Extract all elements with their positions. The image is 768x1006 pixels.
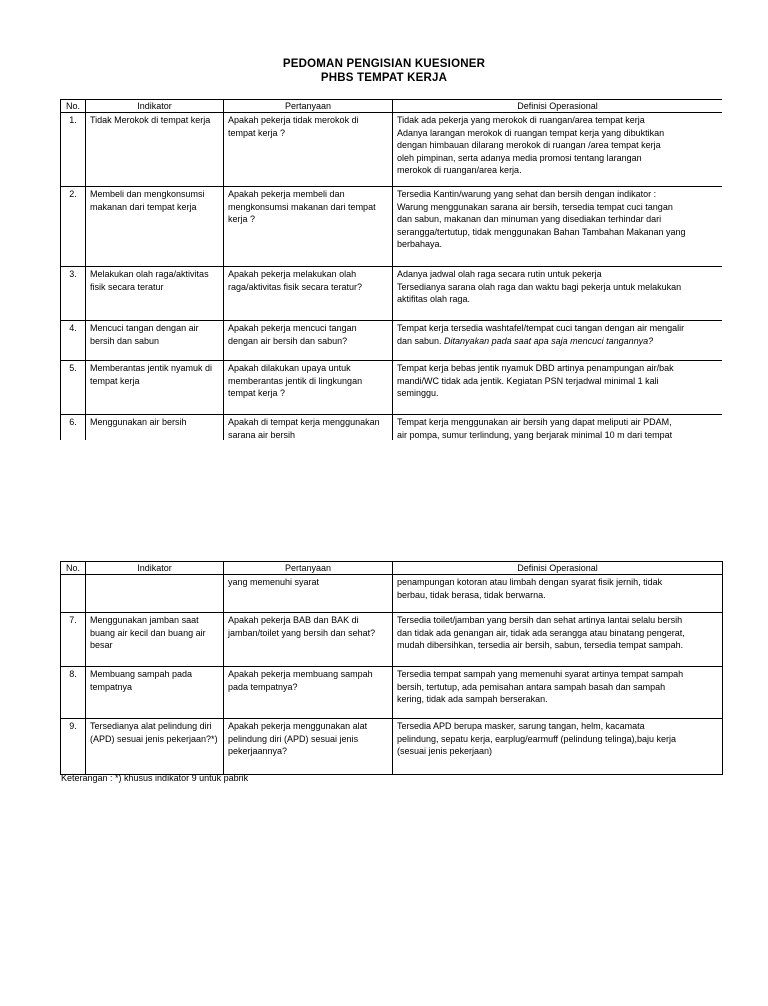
row-pertanyaan: Apakah pekerja mencuci tangan dengan air bersih dan sabun? xyxy=(224,321,393,361)
row-definisi xyxy=(393,361,723,415)
definisi-line: dengan himbauan dilarang merokok di ruangan /area tempat kerja xyxy=(397,140,661,151)
row-no xyxy=(61,575,86,613)
definisi-line: bersih, tertutup, ada pemisahan antara sampah basah dan sampah xyxy=(397,681,666,692)
row-indikator: Menggunakan air bersih xyxy=(86,415,224,441)
document-subtitle: PHBS TEMPAT KERJA xyxy=(320,72,448,84)
definisi-line: Tersedianya sarana olah raga dan waktu bagi pekerja untuk melakukan xyxy=(397,281,682,292)
row-definisi xyxy=(393,667,723,719)
row-no: 5. xyxy=(61,361,86,415)
row-no: 7. xyxy=(61,613,86,667)
header-indikator: Indikator xyxy=(86,100,224,113)
row-pertanyaan: Apakah pekerja BAB dan BAK di jamban/toilet yang bersih dan sehat? xyxy=(224,613,393,667)
table-row xyxy=(61,667,723,719)
row-indikator: Mencuci tangan dengan air bersih dan sabun xyxy=(86,321,224,361)
definisi-line: dan sabun, makanan dan minuman yang disediakan terhindar dari xyxy=(397,214,662,225)
table-row xyxy=(61,267,723,321)
definisi-line: merokok di ruangan/area kerja. xyxy=(397,165,522,176)
table-header-row xyxy=(61,100,723,113)
row-definisi xyxy=(393,575,723,613)
header-pertanyaan: Pertanyaan xyxy=(224,100,393,113)
table-row xyxy=(61,113,723,187)
definisi-line: Tersedia APD berupa masker, sarung tangan, helm, kacamata xyxy=(397,721,645,731)
kuesioner-table-page2 xyxy=(60,561,723,775)
definisi-line: Tersedia toilet/jamban yang bersih dan sehat artinya lantai selalu bersih xyxy=(397,615,683,625)
definisi-line: aktifitas olah raga. xyxy=(397,294,471,305)
row-definisi xyxy=(393,613,723,667)
definisi-line: Adanya jadwal olah raga secara rutin untuk pekerja xyxy=(397,269,602,279)
table-row xyxy=(61,361,723,415)
document-title: PEDOMAN PENGISIAN KUESIONER xyxy=(282,58,486,70)
definisi-line: Warung menggunakan sarana air bersih, tersedia tempat cuci tangan xyxy=(397,201,673,212)
row-no: 6. xyxy=(61,415,86,441)
row-indikator: Membeli dan mengkonsumsi makanan dari tempat kerja xyxy=(86,187,224,267)
kuesioner-table-page1 xyxy=(60,99,722,440)
footnote: Keterangan : *) khusus indikator 9 untuk pabrik xyxy=(61,773,249,783)
row-definisi xyxy=(393,113,723,187)
definisi-line: penampungan kotoran atau limbah dengan syarat fisik jernih, tidak xyxy=(397,577,663,587)
header-definisi: Definisi Operasional xyxy=(393,100,723,113)
row-no: 2. xyxy=(61,187,86,267)
page1-table-clip xyxy=(60,99,722,440)
table-row xyxy=(61,415,723,441)
row-pertanyaan: Apakah pekerja menggunakan alat pelindung diri (APD) sesuai jenis pekerjaannya? xyxy=(224,719,393,775)
definisi-italic-note: Ditanyakan pada saat apa saja mencuci tangannya? xyxy=(444,335,654,346)
header-pertanyaan: Pertanyaan xyxy=(224,562,393,575)
definisi-line: Tempat kerja tersedia washtafel/tempat cuci tangan dengan air mengalir xyxy=(397,323,685,333)
row-indikator: Melakukan olah raga/aktivitas fisik secara teratur xyxy=(86,267,224,321)
row-no: 3. xyxy=(61,267,86,321)
row-pertanyaan: Apakah pekerja membuang sampah pada tempatnya? xyxy=(224,667,393,719)
row-pertanyaan: Apakah di tempat kerja menggunakan sarana air bersih xyxy=(224,415,393,441)
definisi-line xyxy=(397,335,718,348)
definisi-line: Tidak ada pekerja yang merokok di ruangan/area tempat kerja xyxy=(397,115,645,125)
row-definisi xyxy=(393,187,723,267)
row-pertanyaan: Apakah pekerja membeli dan mengkonsumsi makanan dari tempat kerja ? xyxy=(224,187,393,267)
definisi-line: Tersedia Kantin/warung yang sehat dan bersih dengan indikator : xyxy=(397,189,657,199)
row-pertanyaan: yang memenuhi syarat xyxy=(224,575,393,613)
header-definisi: Definisi Operasional xyxy=(393,562,723,575)
row-no: 8. xyxy=(61,667,86,719)
definisi-line: (sesuai jenis pekerjaan) xyxy=(397,746,493,757)
header-indikator: Indikator xyxy=(86,562,224,575)
row-definisi xyxy=(393,321,723,361)
header-no: No. xyxy=(61,100,86,113)
table-row xyxy=(61,719,723,775)
definisi-line: berbahaya. xyxy=(397,239,443,250)
row-pertanyaan: Apakah pekerja tidak merokok di tempat kerja ? xyxy=(224,113,393,187)
definisi-line: pelindung, sepatu kerja, earplug/earmuff (pelindung telinga),baju kerja xyxy=(397,733,677,744)
definisi-line: serangga/tertutup, tidak menggunakan Bahan Tambahan Makanan yang xyxy=(397,226,686,237)
row-no: 1. xyxy=(61,113,86,187)
definisi-line: mudah dibersihkan, tersedia air bersih, sabun, tersedia tempat sampah. xyxy=(397,640,684,651)
row-indikator: Memberantas jentik nyamuk di tempat kerja xyxy=(86,361,224,415)
row-no: 9. xyxy=(61,719,86,775)
definisi-line: berbau, tidak berasa, tidak berwarna. xyxy=(397,589,546,600)
definisi-line: Tempat kerja menggunakan air bersih yang dapat meliputi air PDAM, xyxy=(397,417,672,427)
row-pertanyaan: Apakah dilakukan upaya untuk memberantas jentik di lingkungan tempat kerja ? xyxy=(224,361,393,415)
definisi-line: air pompa, sumur terlindung, yang berjarak minimal 10 m dari tempat xyxy=(397,429,673,440)
row-definisi xyxy=(393,267,723,321)
row-definisi xyxy=(393,415,723,441)
table-row xyxy=(61,187,723,267)
definisi-line: kering, tidak ada sampah berserakan. xyxy=(397,694,548,705)
row-indikator: Tidak Merokok di tempat kerja xyxy=(86,113,224,187)
row-definisi xyxy=(393,719,723,775)
definisi-line: mandi/WC tidak ada jentik. Kegiatan PSN terjadwal minimal 1 kali xyxy=(397,375,659,386)
header-no: No. xyxy=(61,562,86,575)
row-indikator: Menggunakan jamban saat buang air kecil dan buang air besar xyxy=(86,613,224,667)
definisi-line: oleh pimpinan, serta adanya media promosi tentang larangan xyxy=(397,152,642,163)
definisi-line: seminggu. xyxy=(397,388,439,399)
table-row xyxy=(61,613,723,667)
definisi-line: Adanya larangan merokok di ruangan tempat kerja yang dibuktikan xyxy=(397,127,665,138)
table-row-continued xyxy=(61,575,723,613)
table-row xyxy=(61,321,723,361)
row-indikator: Tersedianya alat pelindung diri (APD) sesuai jenis pekerjaan?*) xyxy=(86,719,224,775)
row-pertanyaan: Apakah pekerja melakukan olah raga/aktivitas fisik secara teratur? xyxy=(224,267,393,321)
row-indikator xyxy=(86,575,224,613)
table-header-row xyxy=(61,562,723,575)
row-indikator: Membuang sampah pada tempatnya xyxy=(86,667,224,719)
definisi-line: Tersedia tempat sampah yang memenuhi syarat artinya tempat sampah xyxy=(397,669,684,679)
row-no: 4. xyxy=(61,321,86,361)
definisi-line: dan tidak ada genangan air, tidak ada serangga atau binatang pengerat, xyxy=(397,627,685,638)
definisi-line: Tempat kerja bebas jentik nyamuk DBD artinya penampungan air/bak xyxy=(397,363,674,373)
definisi-plain-text: dan sabun. xyxy=(397,335,445,346)
